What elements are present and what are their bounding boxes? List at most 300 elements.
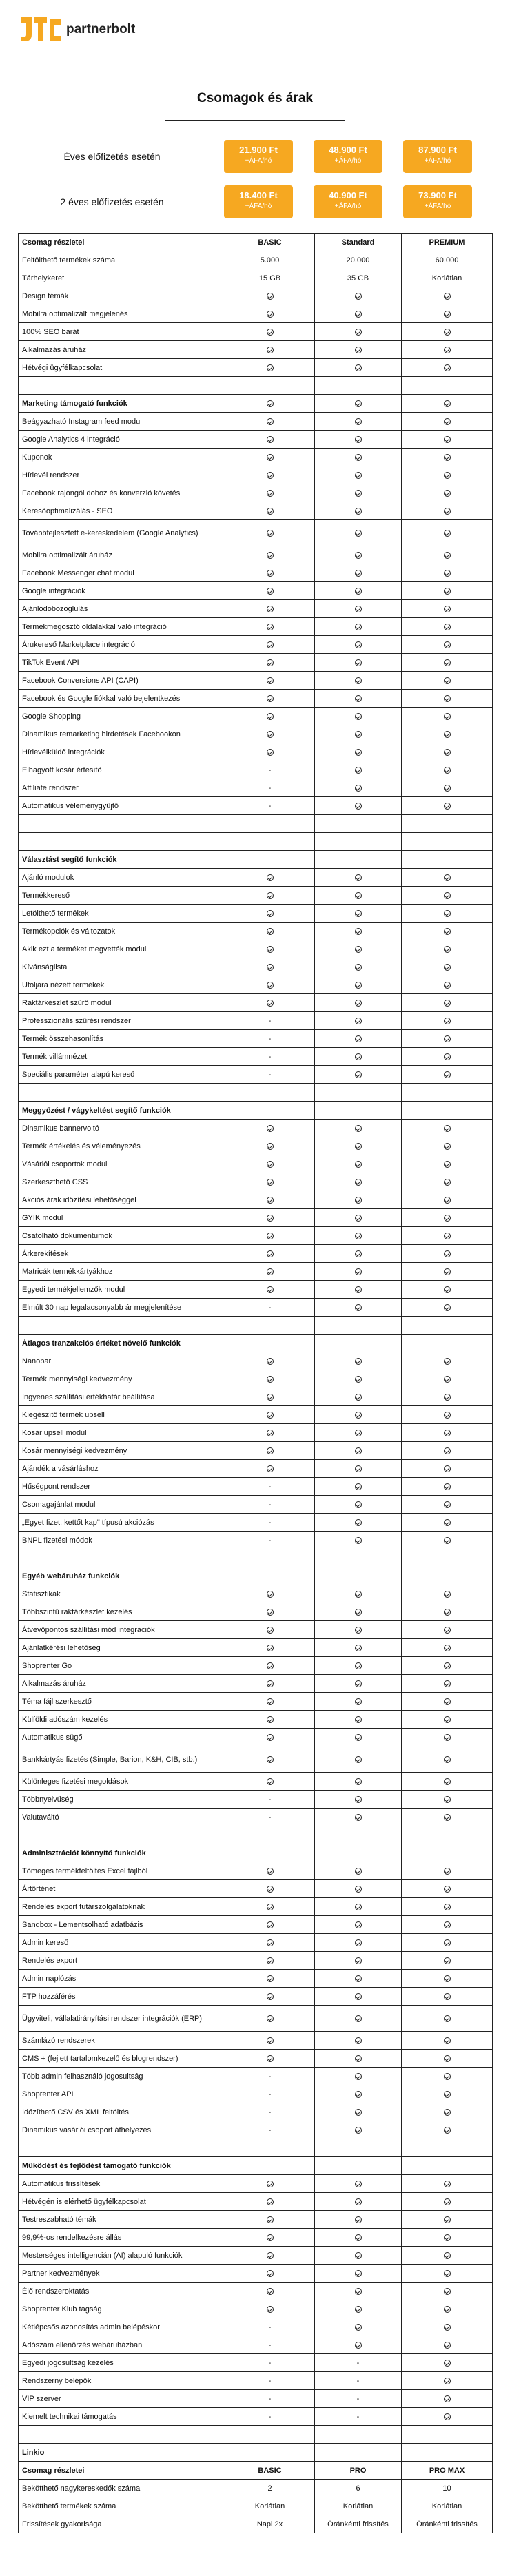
check-circle-icon [355,588,362,595]
cell-included [315,2211,402,2229]
cell-included [402,1639,493,1657]
check-circle-icon [355,1071,362,1078]
cell-included [225,2211,315,2229]
cell-included [402,958,493,976]
check-circle-icon [444,1018,451,1024]
cell-included [225,2032,315,2050]
check-circle-icon [444,624,451,630]
check-circle-icon [444,2234,451,2241]
check-circle-icon [267,1921,274,1928]
cell-value: 15 GB [225,269,315,287]
cell-empty [315,1549,402,1567]
cell-empty [315,851,402,869]
cell-included [402,1693,493,1711]
check-circle-icon [355,606,362,612]
check-circle-icon [267,454,274,461]
check-circle-icon [355,749,362,756]
table-row [19,1048,493,1066]
biyearly-price-row [0,179,510,225]
check-circle-icon [444,1627,451,1634]
check-circle-icon [267,1447,274,1454]
cell-included [315,1746,402,1773]
cell-included [225,1916,315,1934]
feature-label: TikTok Event API [19,654,225,672]
cell-included [225,341,315,359]
cell-included [402,1773,493,1791]
table-row [19,1916,493,1934]
table-row [19,1532,493,1549]
cell-not-included: - [225,2103,315,2121]
table-row [19,2390,493,2408]
cell-included [402,1970,493,1988]
check-circle-icon [355,1627,362,1634]
check-circle-icon [355,2342,362,2349]
feature-label: Shoprenter API [19,2085,225,2103]
table-row [19,1173,493,1191]
cell-included [402,887,493,905]
cell-included [225,413,315,431]
cell-included [402,2193,493,2211]
check-circle-icon [444,1975,451,1982]
feature-label: Tömeges termékfeltöltés Excel fájlból [19,1862,225,1880]
blank-row [19,2139,493,2157]
check-circle-icon [444,641,451,648]
table-row [19,654,493,672]
cell-included [315,2193,402,2211]
cell-included [402,1424,493,1442]
feature-label [19,1826,225,1844]
check-circle-icon [267,1975,274,1982]
check-circle-icon [444,293,451,300]
feature-label [19,1317,225,1335]
feature-label: Rendszerny belépők [19,2372,225,2390]
cell-not-included: - [225,1066,315,1084]
feature-label: Linkio [19,2444,225,2462]
cell-included [315,449,402,466]
cell-included [315,2121,402,2139]
cell-included [315,797,402,815]
feature-label: Ártörténet [19,1880,225,1898]
price-vat: +ÁFA/hó [245,203,272,210]
cell-included [402,905,493,923]
cell-included [225,484,315,502]
cell-included [402,1478,493,1496]
check-circle-icon [444,1814,451,1821]
check-circle-icon [267,624,274,630]
feature-label: Dinamikus vásárlói csoport áthelyezés [19,2121,225,2139]
cell-included [402,1406,493,1424]
cell-included [315,484,402,502]
cell-value: BASIC [225,2462,315,2480]
cell-included [315,564,402,582]
price-standard-biyearly[interactable] [314,185,382,218]
price-premium-yearly[interactable] [403,140,472,173]
cell-value: 2 [225,2480,315,2497]
check-circle-icon [267,1591,274,1598]
table-row [19,2103,493,2121]
check-circle-icon [444,508,451,515]
check-circle-icon [267,1358,274,1365]
check-circle-icon [444,1609,451,1616]
check-circle-icon [355,1716,362,1723]
cell-empty [315,2444,402,2462]
feature-label: Hétvégén is elérhető ügyfélkapcsolat [19,2193,225,2211]
feature-label: Mobilra optimalizált megjelenés [19,305,225,323]
cell-included [315,869,402,887]
cell-included [225,502,315,520]
cell-empty [225,1084,315,1102]
cell-included [315,2103,402,2121]
cell-included [225,1603,315,1621]
check-circle-icon [444,2378,451,2384]
check-circle-icon [355,2109,362,2116]
cell-included [402,869,493,887]
cell-not-included: - [225,1299,315,1317]
check-circle-icon [444,1662,451,1669]
cell-included [315,1532,402,1549]
cell-included [402,449,493,466]
feature-label: Termékopciók és változatok [19,923,225,940]
cell-included [402,1711,493,1729]
check-circle-icon [355,1376,362,1383]
feature-label: Bekötthető nagykereskedők száma [19,2480,225,2497]
cell-empty [225,1549,315,1567]
blank-row [19,1826,493,1844]
table-row [19,323,493,341]
cell-included [315,1952,402,1970]
table-row [19,1746,493,1773]
check-circle-icon [355,1250,362,1257]
table-row [19,743,493,761]
check-circle-icon [355,1501,362,1508]
cell-included [402,2390,493,2408]
check-circle-icon [355,1394,362,1401]
check-circle-icon [355,530,362,537]
cell-included [315,923,402,940]
table-row [19,1227,493,1245]
check-circle-icon [355,1796,362,1803]
price-basic-yearly[interactable] [224,140,293,173]
table-row [19,341,493,359]
cell-included [402,1352,493,1370]
check-circle-icon [355,2234,362,2241]
cell-value: Korlátlan [402,2497,493,2515]
cell-included [315,1424,402,1442]
cell-included [315,1496,402,1514]
check-circle-icon [444,1483,451,1490]
cell-included [315,2247,402,2265]
table-row [19,2336,493,2354]
cell-included [402,1532,493,1549]
cell-included [402,1657,493,1675]
feature-label: Csomag részletei [19,2462,225,2480]
feature-label: Termék összehasonlítás [19,1030,225,1048]
table-row [19,1773,493,1791]
feature-label: CMS + (fejlett tartalomkezelő és blogrendszer) [19,2050,225,2068]
cell-included [402,1862,493,1880]
table-row [19,269,493,287]
cell-value: Korlátlan [315,2497,402,2515]
feature-label: Kosár upsell modul [19,1424,225,1442]
table-row [19,413,493,431]
cell-empty [225,2444,315,2462]
feature-label: Keresőoptimalizálás - SEO [19,502,225,520]
cell-included [402,1621,493,1639]
cell-included [402,564,493,582]
cell-included [315,1227,402,1245]
cell-included [225,359,315,377]
table-row [19,564,493,582]
cell-included [315,1137,402,1155]
feature-label: Utoljára nézett termékek [19,976,225,994]
cell-included [402,1120,493,1137]
brand-logo[interactable] [19,14,135,45]
check-circle-icon [267,1250,274,1257]
section-row [19,851,493,869]
check-circle-icon [444,1716,451,1723]
cell-included [402,395,493,413]
check-circle-icon [267,1957,274,1964]
check-circle-icon [355,1939,362,1946]
check-circle-icon [355,1698,362,1705]
table-row [19,1263,493,1281]
cell-not-included: - [225,1532,315,1549]
cell-empty [402,1084,493,1102]
table-row [19,2283,493,2300]
feature-label: Továbbfejlesztett e-kereskedelem (Google Analytics) [19,520,225,546]
cell-included [225,1657,315,1675]
check-circle-icon [355,2216,362,2223]
check-circle-icon [444,874,451,881]
check-circle-icon [267,2306,274,2313]
price-premium-biyearly[interactable] [403,185,472,218]
feature-label: Ajánlódobozoglulás [19,600,225,618]
feature-label: Vásárlói csoportok modul [19,1155,225,1173]
check-circle-icon [444,606,451,612]
feature-label: Mobilra optimalizált áruház [19,546,225,564]
feature-label: Kiegészítő termék upsell [19,1406,225,1424]
check-circle-icon [444,2073,451,2080]
cell-empty [225,1844,315,1862]
table-row [19,1352,493,1370]
cell-included [402,1263,493,1281]
table-row [19,2497,493,2515]
cell-included [225,1245,315,1263]
cell-included [315,2175,402,2193]
cell-included [225,887,315,905]
table-row [19,1621,493,1639]
cell-included [315,520,402,546]
feature-label: FTP hozzáférés [19,1988,225,2006]
table-row [19,1370,493,1388]
check-circle-icon [267,1993,274,2000]
cell-included [225,431,315,449]
cell-included [225,395,315,413]
check-circle-icon [444,928,451,935]
cell-not-included: - [225,1514,315,1532]
table-row [19,2300,493,2318]
feature-label: Google Analytics 4 integráció [19,431,225,449]
cell-included [225,2229,315,2247]
cell-included [225,1424,315,1442]
cell-included [315,887,402,905]
cell-empty [402,377,493,395]
table-row [19,2247,493,2265]
table-row [19,431,493,449]
cell-included [315,1352,402,1370]
cell-included [402,1281,493,1299]
check-circle-icon [267,713,274,720]
check-circle-icon [355,641,362,648]
price-basic-biyearly[interactable] [224,185,293,218]
blank-row [19,1084,493,1102]
cell-included [315,672,402,690]
cell-included [402,672,493,690]
check-circle-icon [444,1215,451,1222]
cell-included [225,2265,315,2283]
cell-included [225,520,315,546]
feature-label: Design témák [19,287,225,305]
section-row [19,1335,493,1352]
table-row [19,2032,493,2050]
cell-not-included: - [225,2390,315,2408]
check-circle-icon [267,1609,274,1616]
check-circle-icon [355,2181,362,2187]
cell-empty [315,1102,402,1120]
table-row [19,690,493,708]
feature-label: 99,9%-os rendelkezésre állás [19,2229,225,2247]
table-row [19,779,493,797]
cell-included [225,976,315,994]
page-title: Csomagok és árak [197,91,313,105]
section-row [19,395,493,413]
table-row [19,923,493,940]
check-circle-icon [267,1868,274,1875]
cell-included [315,708,402,725]
cell-empty [225,1567,315,1585]
check-circle-icon [355,2073,362,2080]
check-circle-icon [267,2270,274,2277]
cell-included [315,1934,402,1952]
check-circle-icon [267,2055,274,2062]
check-circle-icon [267,1662,274,1669]
cell-empty [315,2139,402,2157]
feature-label: Kiemelt technikai támogatás [19,2408,225,2426]
cell-included [402,2032,493,2050]
check-circle-icon [444,2413,451,2420]
cell-not-included: - [225,2068,315,2085]
table-row [19,1120,493,1137]
check-circle-icon [355,1868,362,1875]
price-vat: +ÁFA/hó [334,203,362,210]
cell-included [315,976,402,994]
cell-included [315,1478,402,1496]
cell-empty [402,2426,493,2444]
cell-included [402,708,493,725]
feature-label: Frissítések gyakorisága [19,2515,225,2533]
check-circle-icon [444,1904,451,1910]
check-circle-icon [267,1376,274,1383]
check-circle-icon [355,552,362,559]
check-circle-icon [444,946,451,953]
cell-included [402,1173,493,1191]
cell-included [402,2265,493,2283]
feature-label: Időzíthető CSV és XML feltöltés [19,2103,225,2121]
feature-label: Egyéb webáruház funkciók [19,1567,225,1585]
check-circle-icon [444,1179,451,1186]
cell-not-included: - [225,2318,315,2336]
check-circle-icon [444,1537,451,1544]
check-circle-icon [267,1215,274,1222]
check-circle-icon [444,1939,451,1946]
check-circle-icon [444,400,451,407]
cell-empty [315,1844,402,1862]
cell-empty [402,1567,493,1585]
table-row [19,1862,493,1880]
cell-included [315,1639,402,1657]
check-circle-icon [355,1053,362,1060]
table-row [19,546,493,564]
check-circle-icon [444,2216,451,2223]
table-header-row [19,234,493,251]
cell-not-included: - [225,2354,315,2372]
section-row [19,1102,493,1120]
cell-included [315,1245,402,1263]
blank-row [19,377,493,395]
check-circle-icon [444,2360,451,2367]
check-circle-icon [355,1975,362,1982]
table-row [19,869,493,887]
check-circle-icon [355,1591,362,1598]
check-circle-icon [267,1430,274,1436]
check-circle-icon [444,1993,451,2000]
feature-label: VIP szerver [19,2390,225,2408]
feature-label: Árkerekítések [19,1245,225,1263]
check-circle-icon [355,400,362,407]
check-circle-icon [444,454,451,461]
cell-not-included: - [225,2336,315,2354]
check-circle-icon [444,1501,451,1508]
check-circle-icon [444,1465,451,1472]
cell-included [315,2265,402,2283]
check-circle-icon [355,731,362,738]
price-standard-yearly[interactable] [314,140,382,173]
feature-label: Dinamikus bannervoltó [19,1120,225,1137]
check-circle-icon [267,1197,274,1204]
check-circle-icon [355,803,362,810]
cell-empty [225,2426,315,2444]
cell-included [225,323,315,341]
feature-label: Termékmegosztó oldalakkal való integráció [19,618,225,636]
cell-included [225,923,315,940]
check-circle-icon [355,2252,362,2259]
check-circle-icon [444,418,451,425]
check-circle-icon [444,1125,451,1132]
cell-included [402,994,493,1012]
feature-label: Letölthető termékek [19,905,225,923]
check-circle-icon [444,1796,451,1803]
cell-included [402,1791,493,1809]
check-circle-icon [444,2270,451,2277]
cell-value: Óránkénti frissítés [402,2515,493,2533]
table-row [19,287,493,305]
price-value: 48.900 Ft [329,145,367,155]
cell-value: PRO [315,2462,402,2480]
check-circle-icon [355,311,362,318]
cell-included [225,1227,315,1245]
feature-label: Akik ezt a terméket megvették modul [19,940,225,958]
check-circle-icon [444,982,451,989]
